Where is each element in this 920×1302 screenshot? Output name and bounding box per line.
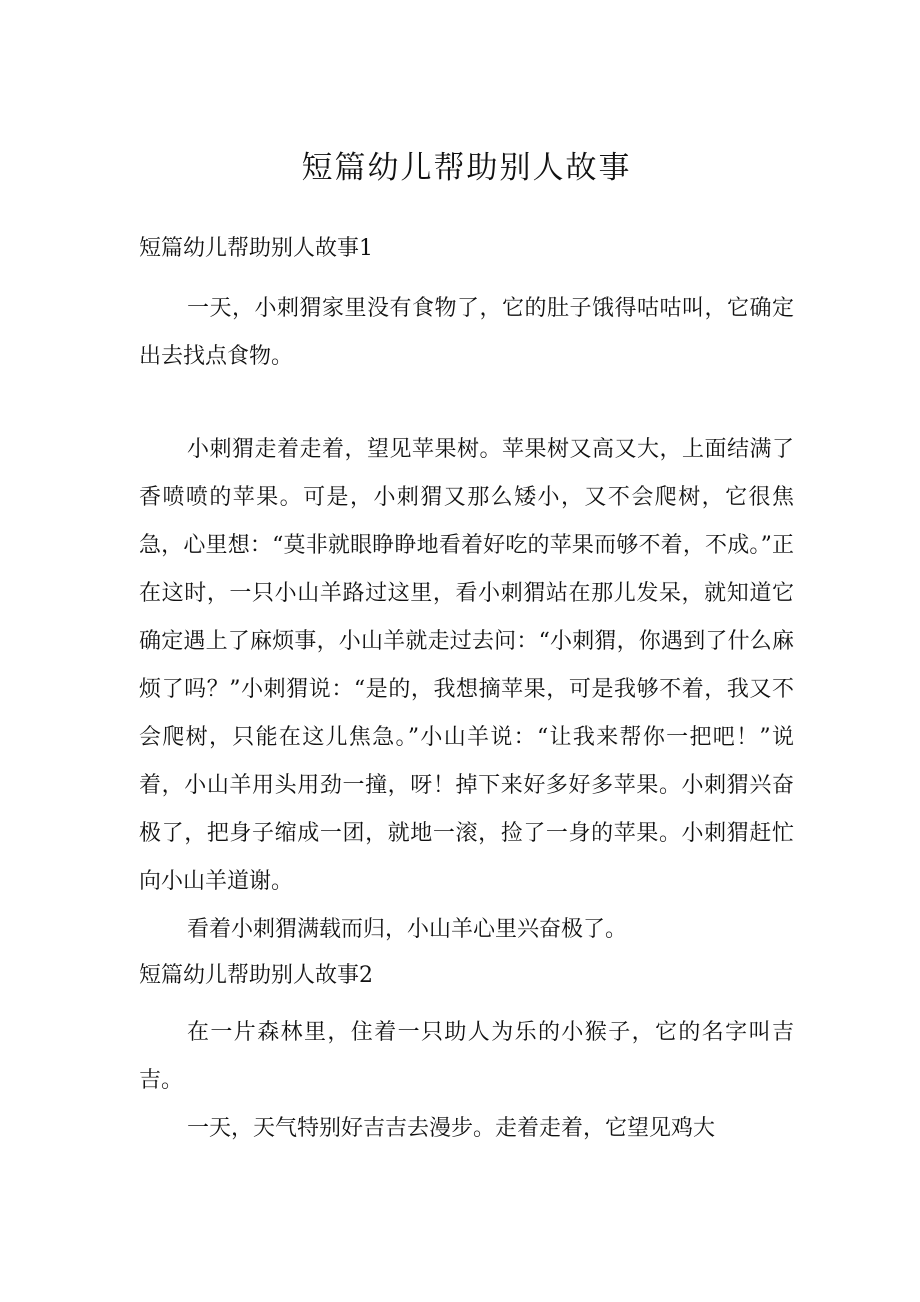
section-heading: 短篇幼儿帮助别人故事2 — [139, 963, 373, 988]
section-heading: 短篇幼儿帮助别人故事1 — [139, 236, 373, 261]
paragraph: 在一片森林里，住着一只助人为乐的小猴子，它的名字叫吉吉。 — [139, 1020, 794, 1093]
story-section-1 — [139, 233, 794, 954]
paragraph-spacer — [139, 381, 794, 426]
paragraph: 一天，小刺猬家里没有食物了，它的肚子饿得咕咕叫，它确定出去找点食物。 — [139, 296, 794, 369]
document-title: 短篇幼儿帮助别人故事 — [301, 150, 632, 186]
paragraph: 一天，天气特别好吉吉去漫步。走着走着，它望见鸡大 — [187, 1116, 716, 1141]
story-section-2 — [139, 960, 794, 1153]
paragraph: 小刺猬走着走着，望见苹果树。苹果树又高又大，上面结满了香喷喷的苹果。可是，小刺猬又那么矮小，又不会爬树，它很焦急，心里想：“莫非就眼睁睁地看着好吃的苹果而够不着，不成。”正在这时，一只小山羊路过这里，看小刺猬站在那儿发呆，就知道它确定遇上了麻烦事，小山羊就走过去问：“小刺猬，你遇到了什么麻烦了吗？”小刺猬说：“是的，我想摘苹果，可是我够不着，我又不会爬树，只能在这儿焦急。”小山羊说：“让我来帮你一把吧！”说着，小山羊用头用劲一撞，呀！掉下来好多好多苹果。小刺猬兴奋极了，把身子缩成一团，就地一滚，捡了一身的苹果。小刺猬赶忙向小山羊道谢。 — [139, 437, 794, 894]
paragraph: 看着小刺猬满载而归，小山羊心里兴奋极了。 — [187, 917, 628, 942]
